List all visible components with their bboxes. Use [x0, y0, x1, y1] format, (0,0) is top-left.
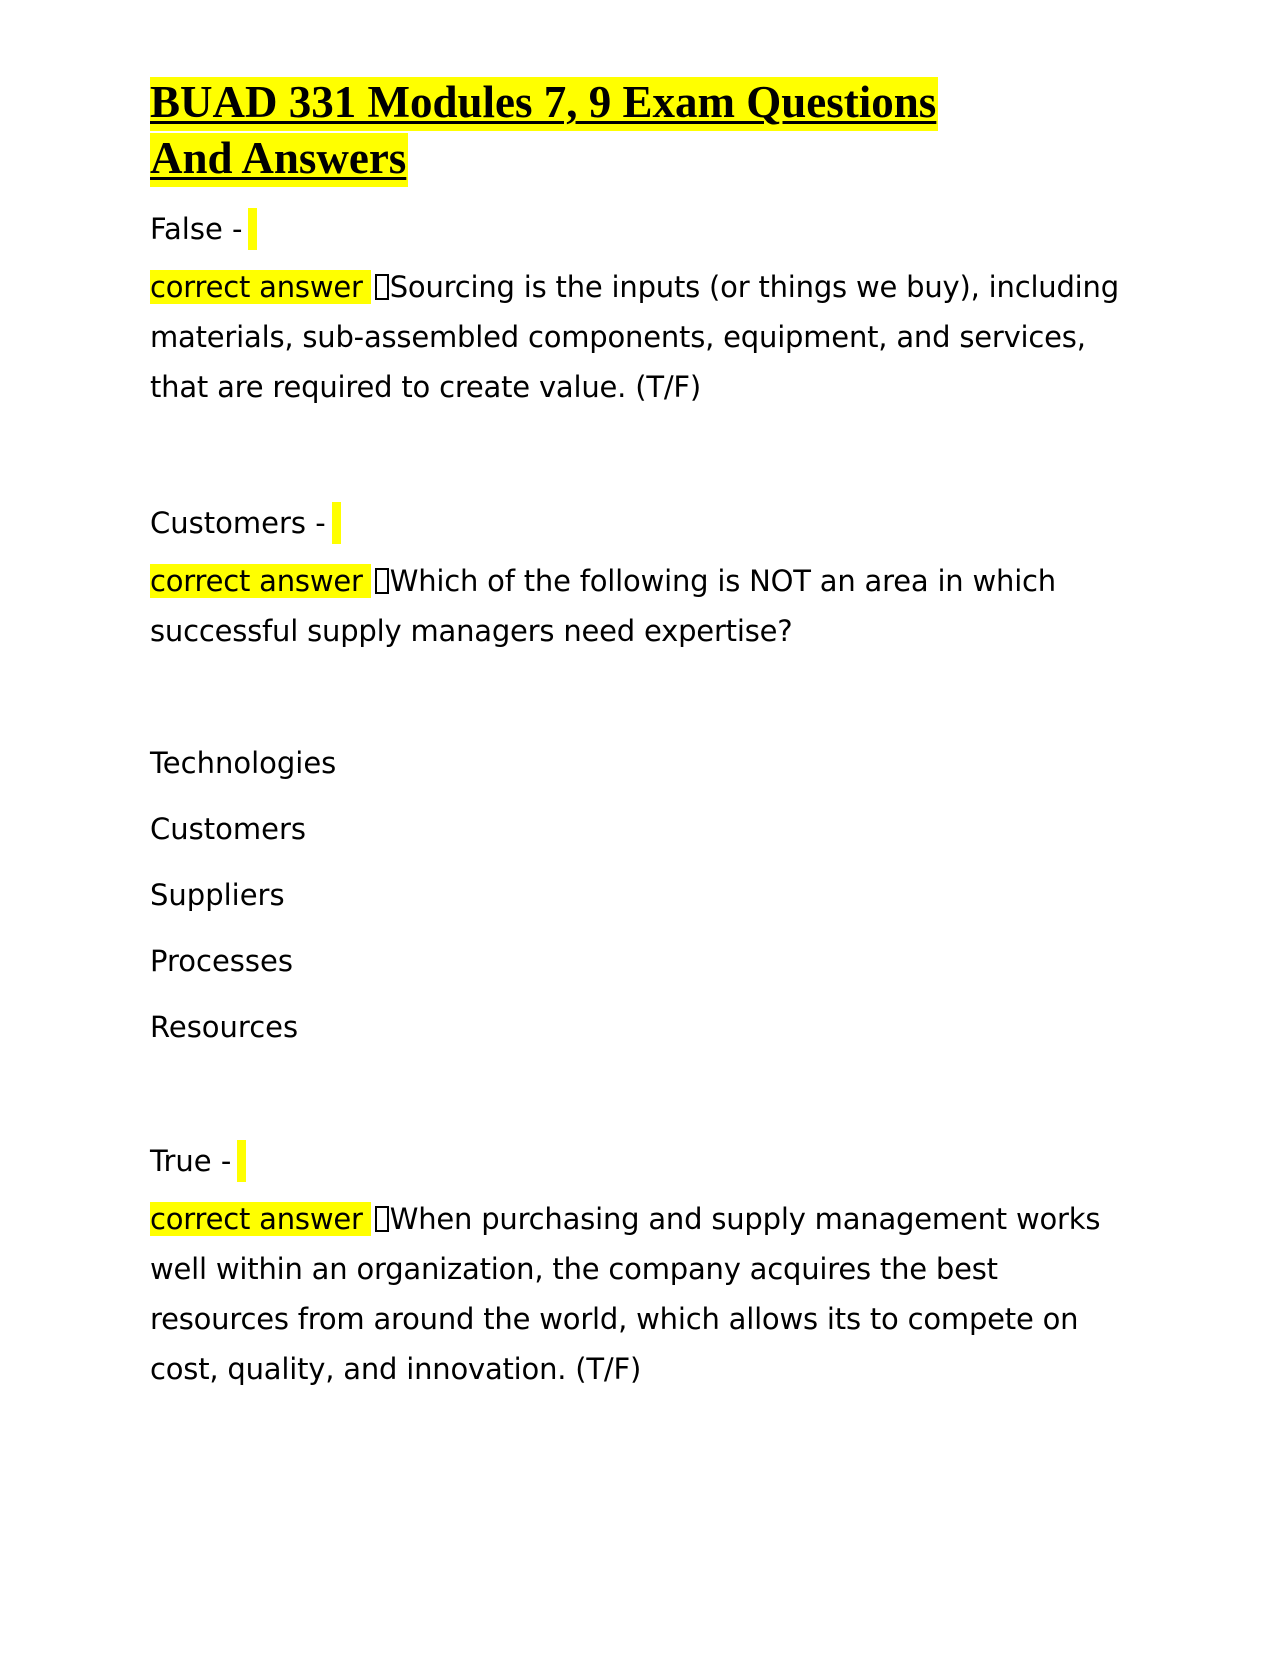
document-title: [150, 74, 1140, 186]
question-text: Sourcing is the inputs (or things we buy), including materials, sub-assembled components, equipment, and services, that are required to create value. (T/F): [150, 270, 1119, 404]
question-text-block: [150, 1194, 1140, 1394]
spacer: [150, 412, 1140, 502]
highlight-marker: [332, 502, 341, 544]
option-item: Processes: [150, 944, 293, 978]
option-list: [150, 742, 1140, 1048]
answer-label: [150, 1140, 1140, 1182]
highlight-marker: [237, 1140, 246, 1182]
qa-block-3: [150, 1140, 1140, 1394]
missing-glyph-icon: [375, 1206, 389, 1232]
question-text-block: [150, 262, 1140, 412]
question-text: When purchasing and supply management works well within an organization, the company acquires the best resources from around the world, which allows its to compete on cost, quality, and innovation. (T/F): [150, 1202, 1101, 1386]
correct-answer-label: correct answer: [150, 564, 371, 598]
spacer: [150, 1072, 1140, 1140]
document-body: [150, 74, 1140, 1394]
correct-answer-label: correct answer: [150, 270, 371, 304]
answer-label: [150, 502, 1140, 544]
answer-text: False -: [150, 212, 243, 246]
missing-glyph-icon: [375, 274, 389, 300]
qa-block-2: [150, 502, 1140, 1048]
answer-label: [150, 208, 1140, 250]
missing-glyph-icon: [375, 568, 389, 594]
option-item: Technologies: [150, 746, 337, 780]
qa-block-1: [150, 208, 1140, 412]
question-text-block: [150, 556, 1140, 656]
title-line-1: BUAD 331 Modules 7, 9 Exam Questions: [150, 77, 938, 131]
highlight-marker: [248, 208, 257, 250]
answer-text: True -: [150, 1144, 232, 1178]
option-item: Suppliers: [150, 878, 285, 912]
option-item: Customers: [150, 812, 306, 846]
answer-text: Customers -: [150, 506, 326, 540]
option-item: Resources: [150, 1010, 299, 1044]
question-text: Which of the following is NOT an area in which successful supply managers need expertise?: [150, 564, 1056, 648]
spacer: [150, 656, 1140, 742]
title-line-2: And Answers: [150, 133, 408, 187]
correct-answer-label: correct answer: [150, 1202, 371, 1236]
